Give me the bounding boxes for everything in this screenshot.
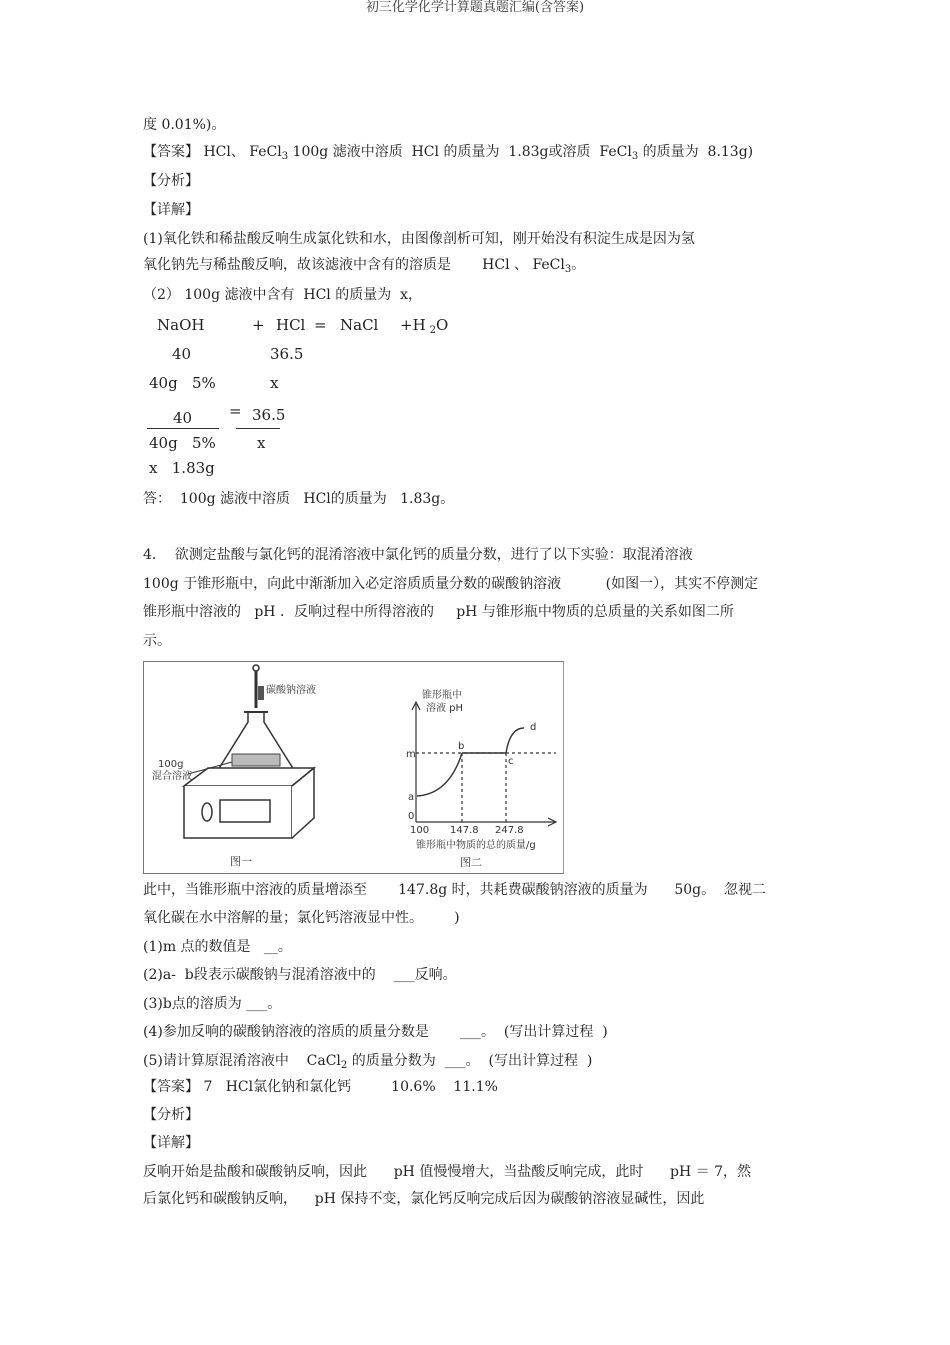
conclusion: 答： 100g 滤液中溶质 HCl的质量为 1.83g。 <box>143 491 455 507</box>
frac-num-1: 40 <box>173 409 193 427</box>
fraction-bar <box>147 428 219 429</box>
subscript: 3 <box>631 151 639 162</box>
text-line: 此中，当锥形瓶中溶液的质量增添至 147.8g 时，共耗费碳酸钠溶液的质量为 50g。 忽视二 <box>143 882 767 898</box>
flask-label-name: 混合溶液 <box>152 771 192 782</box>
answer-part: 100g 滤液中溶质 HCl 的质量为 1.83g或溶质 FeCl <box>288 144 632 160</box>
d-label: d <box>530 722 537 733</box>
sub-question-3: (3)b点的溶质为 ___。 <box>143 996 282 1012</box>
text-part: 。 <box>571 257 586 273</box>
figure-svg <box>144 662 563 873</box>
dropper-bulb <box>253 665 259 671</box>
text-line: （2） 100g 滤液中含有 HCl 的质量为 x， <box>143 287 423 303</box>
figure-one-caption: 图一 <box>230 855 252 868</box>
eq-water <box>400 316 448 334</box>
sub-question-2: (2)a- b段表示碳酸钠与混淆溶液中的 ___反响。 <box>143 967 457 983</box>
b-label: b <box>458 741 465 752</box>
y-axis-label-2: 溶液 pH <box>426 703 464 714</box>
subscript: 3 <box>564 264 572 275</box>
origin-label: 0 <box>408 811 415 822</box>
eq-result: x 1.83g <box>149 459 215 477</box>
eq-o: O <box>436 316 449 334</box>
frac-den-1: 40g 5% <box>149 434 216 452</box>
text-part: 的质量分数为 ___。 (写出计算过程 ) <box>347 1053 593 1069</box>
question-line: 示。 <box>143 633 171 649</box>
text-line: 反响开始是盐酸和碳酸钠反响，因此 pH 值慢慢增大，当盐酸反响完成，此时 pH ＝ 7，然 <box>143 1164 751 1180</box>
x-tick-100: 100 <box>410 825 430 836</box>
text-line: 度 0.01%)。 <box>143 117 226 133</box>
page-header: 初三化学化学计算题真题汇编(含答案) <box>365 0 585 15</box>
curve-cd <box>506 728 524 753</box>
figure-box <box>143 661 564 874</box>
answer-line <box>143 143 753 161</box>
eq-hcl: HCl <box>276 316 306 334</box>
analysis-heading: 【分析】 <box>143 1107 199 1123</box>
eq-h: +H <box>400 316 426 334</box>
text-line: 氧化碳在水中溶解的量；氯化钙溶液显中性。 ) <box>143 910 460 926</box>
eq-plus: + <box>252 316 265 334</box>
eq-mass-1: 40 <box>172 345 192 363</box>
m-label: m <box>406 749 416 760</box>
x-axis-label: 锥形瓶中物质的总的质量/g <box>416 840 536 851</box>
text-line <box>143 256 585 274</box>
sub-question-1: (1)m 点的数值是 __。 <box>143 939 292 955</box>
balance-display <box>220 800 270 822</box>
flask-liquid <box>232 754 280 766</box>
analysis-heading: 【分析】 <box>143 173 199 189</box>
question-line: 100g 于锥形瓶中，向此中渐渐加入必定溶质质量分数的碳酸钠溶液 (如图一），其实不停测定 <box>143 576 759 592</box>
eq-nacl: NaCl <box>340 316 379 334</box>
subscript: 3 <box>281 151 289 162</box>
answer-part: 【答案】 HCl、 FeCl <box>143 144 282 160</box>
answer-part: 的质量为 8.13g) <box>638 144 754 160</box>
detail-heading: 【详解】 <box>143 202 199 218</box>
detail-heading: 【详解】 <box>143 1135 199 1151</box>
eq-amount-2: x <box>270 374 279 392</box>
frac-num-2: 36.5 <box>252 406 286 424</box>
frac-den-2: x <box>257 434 266 452</box>
flask-label-mass: 100g <box>158 759 184 770</box>
x-tick-247: 247.8 <box>495 825 524 836</box>
y-axis-label-1: 锥形瓶中 <box>422 690 462 701</box>
sub-question-4: (4)参加反响的碳酸钠溶液的溶质的质量分数是 ___。 (写出计算过程 ) <box>143 1024 608 1040</box>
subscript: 2 <box>340 1060 348 1071</box>
dropper-label: 碳酸钠溶液 <box>266 685 316 696</box>
text-line: 后氯化钙和碳酸钠反响， pH 保持不变，氯化钙反响完成后因为碳酸钠溶液显碱性，因此 <box>143 1191 705 1207</box>
text-part: 氧化钠先与稀盐酸反响，故该滤液中含有的溶质是 HCl 、 FeCl <box>143 257 565 273</box>
eq-equals: = <box>314 316 327 334</box>
figure-two-caption: 图二 <box>460 856 482 869</box>
eq-amount-1: 40g 5% <box>149 374 216 392</box>
c-label: c <box>508 756 514 767</box>
text-line: (1)氧化铁和稀盐酸反响生成氯化铁和水，由图像剖析可知，刚开始没有积淀生成是因为氢 <box>143 231 695 247</box>
question-line: 4． 欲测定盐酸与氯化钙的混淆溶液中氯化钙的质量分数，进行了以下实验：取混淆溶液 <box>143 547 693 563</box>
fraction-bar <box>236 428 280 429</box>
stopcock <box>258 686 264 700</box>
eq-naoh: NaOH <box>157 316 205 334</box>
text-part: (5)请计算原混淆溶液中 CaCl <box>143 1053 341 1069</box>
frac-equals: = <box>229 402 242 420</box>
subscript: 2 <box>429 325 437 336</box>
eq-mass-2: 36.5 <box>270 345 304 363</box>
question-line: 锥形瓶中溶液的 pH ．反响过程中所得溶液的 pH 与锥形瓶中物质的总质量的关系如图二所 <box>143 604 734 620</box>
sub-question-5 <box>143 1052 592 1070</box>
balance-knob <box>202 803 212 821</box>
x-tick-147: 147.8 <box>450 825 479 836</box>
a-label: a <box>408 792 415 803</box>
answer-line: 【答案】 7 HCl氯化钠和氯化钙 10.6% 11.1% <box>143 1079 498 1095</box>
figure-two <box>412 702 556 826</box>
curve-ab <box>417 753 462 796</box>
